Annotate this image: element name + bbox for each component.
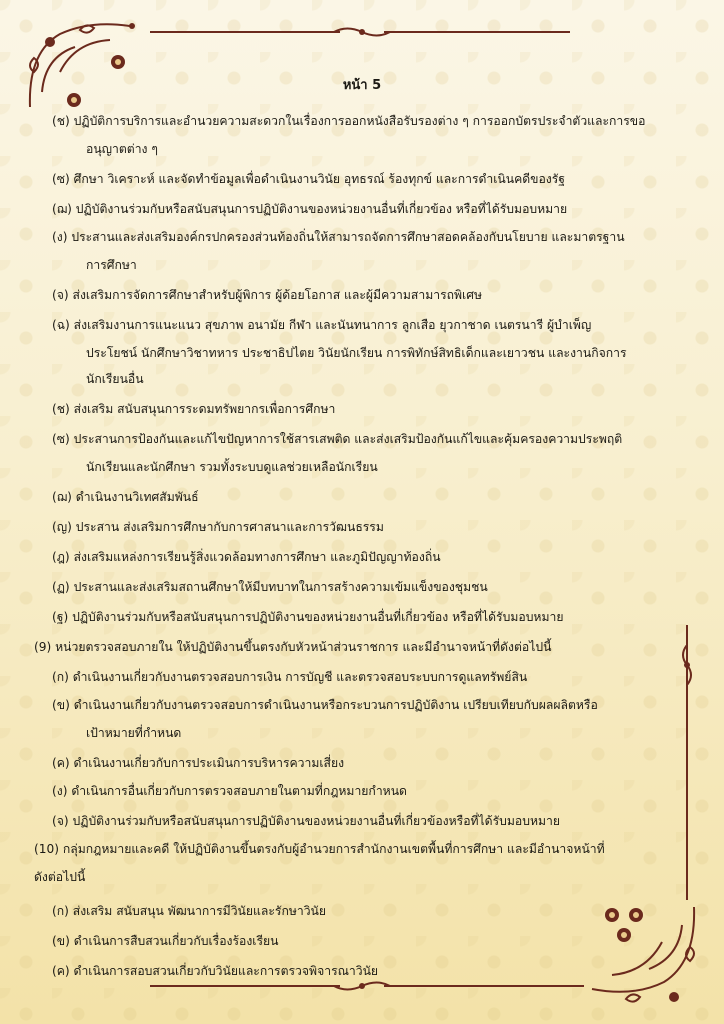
top-frame-line-left (150, 31, 340, 33)
document-line: การศึกษา (86, 258, 137, 272)
right-side-ornament (679, 645, 695, 685)
top-left-floral-ornament (20, 12, 150, 117)
document-line: (ฏ) ประสานและส่งเสริมสถานศึกษาให้มีบทบาทในการสร้างความเข้มแข็งของชุมชน (52, 580, 488, 594)
document-line: (ฎ) ส่งเสริมแหล่งการเรียนรู้สิ่งแวดล้อมทางการศึกษา และภูมิปัญญาท้องถิ่น (52, 550, 441, 564)
bottom-frame-line-right (384, 985, 584, 987)
document-line: (ช) ส่งเสริม สนับสนุนการระดมทรัพยากรเพื่อการศึกษา (52, 402, 336, 416)
document-line: (ค) ดำเนินการสอบสวนเกี่ยวกับวินัยและการตรวจพิจารณาวินัย (52, 964, 379, 978)
document-line: (จ) ปฏิบัติงานร่วมกับหรือสนับสนุนการปฏิบัติงานของหน่วยงานอื่นที่เกี่ยวข้องหรือที่ได้รับมอบหมาย (52, 814, 561, 828)
top-center-ornament (332, 25, 392, 39)
document-line: (ค) ดำเนินงานเกี่ยวกับการประเมินการบริหารความเสี่ยง (52, 756, 345, 770)
document-line: (ญ) ประสาน ส่งเสริมการศึกษากับการศาสนาและการวัฒนธรรม (52, 520, 384, 534)
document-line: นักเรียนอื่น (86, 372, 144, 386)
document-line: (ฐ) ปฏิบัติงานร่วมกับหรือสนับสนุนการปฏิบัติงานของหน่วยงานอื่นที่เกี่ยวข้อง หรือที่ได้รับมอบหมาย (52, 610, 564, 624)
page-number: หน้า 5 (342, 78, 382, 93)
bottom-frame-line-left (150, 985, 340, 987)
document-line: (ง) ประสานและส่งเสริมองค์กรปกครองส่วนท้องถิ่นให้สามารถจัดการศึกษาสอดคล้องกับนโยบาย และมาตรฐาน (52, 230, 625, 244)
document-line: (ข) ดำเนินงานเกี่ยวกับงานตรวจสอบการดำเนินงานหรือกระบวนการปฏิบัติงาน เปรียบเทียบกับผลผลิตหรือ (52, 698, 598, 712)
document-line: (ฌ) ปฏิบัติงานร่วมกับหรือสนับสนุนการปฏิบัติงานของหน่วยงานอื่นที่เกี่ยวข้อง หรือที่ได้รับมอบหมาย (52, 202, 568, 216)
document-line: (ช) ปฏิบัติการบริการและอำนวยความสะดวกในเรื่องการออกหนังสือรับรองต่าง ๆ การออกบัตรประจำตัวและการขอ (52, 114, 646, 128)
document-line: (ฌ) ดำเนินงานวิเทศสัมพันธ์ (52, 490, 199, 504)
document-line: (ข) ดำเนินการสืบสวนเกี่ยวกับเรื่องร้องเรียน (52, 934, 279, 948)
document-line: นักเรียนและนักศึกษา รวมทั้งระบบดูแลช่วยเหลือนักเรียน (86, 460, 378, 474)
document-line: (ก) ดำเนินงานเกี่ยวกับงานตรวจสอบการเงิน การบัญชี และตรวจสอบระบบการดูแลทรัพย์สิน (52, 670, 528, 684)
bottom-center-ornament (332, 979, 392, 993)
document-line: (ง) ดำเนินการอื่นเกี่ยวกับการตรวจสอบภายในตามที่กฎหมายกำหนด (52, 784, 407, 798)
document-line: อนุญาตต่าง ๆ (86, 142, 158, 156)
document-line: (9) หน่วยตรวจสอบภายใน ให้ปฏิบัติงานขึ้นตรงกับหัวหน้าส่วนราชการ และมีอำนาจหน้าที่ดังต่อไปนี้ (34, 640, 552, 654)
top-frame-line-right (384, 31, 570, 33)
document-line: เป้าหมายที่กำหนด (86, 726, 182, 740)
document-line: (10) กลุ่มกฎหมายและคดี ให้ปฏิบัติงานขึ้นตรงกับผู้อำนวยการสำนักงานเขตพื้นที่การศึกษา และมีอำนาจหน้าที่ (34, 842, 605, 856)
bottom-right-floral-ornament (574, 897, 704, 1012)
document-line: (จ) ส่งเสริมการจัดการศึกษาสำหรับผู้พิการ ผู้ด้อยโอกาส และผู้มีความสามารถพิเศษ (52, 288, 482, 302)
document-line: ประโยชน์ นักศึกษาวิชาทหาร ประชาธิปไตย วินัยนักเรียน การพิทักษ์สิทธิเด็กและเยาวชน และงานกิจการ (86, 346, 627, 360)
document-line: (ก) ส่งเสริม สนับสนุน พัฒนาการมีวินัยและรักษาวินัย (52, 904, 327, 918)
document-line: (ซ) ประสานการป้องกันและแก้ไขปัญหาการใช้สารเสพติด และส่งเสริมป้องกันแก้ไขและคุ้มครองความประพฤติ (52, 432, 623, 446)
document-line: ดังต่อไปนี้ (34, 870, 86, 884)
document-line: (ฉ) ส่งเสริมงานการแนะแนว สุขภาพ อนามัย กีฬา และนันทนาการ ลูกเสือ ยุวกาชาด เนตรนารี ผู้บำเพ็ญ (52, 318, 592, 332)
document-line: (ซ) ศึกษา วิเคราะห์ และจัดทำข้อมูลเพื่อดำเนินงานวินัย อุทธรณ์ ร้องทุกข์ และการดำเนินคดีของรัฐ (52, 172, 566, 186)
